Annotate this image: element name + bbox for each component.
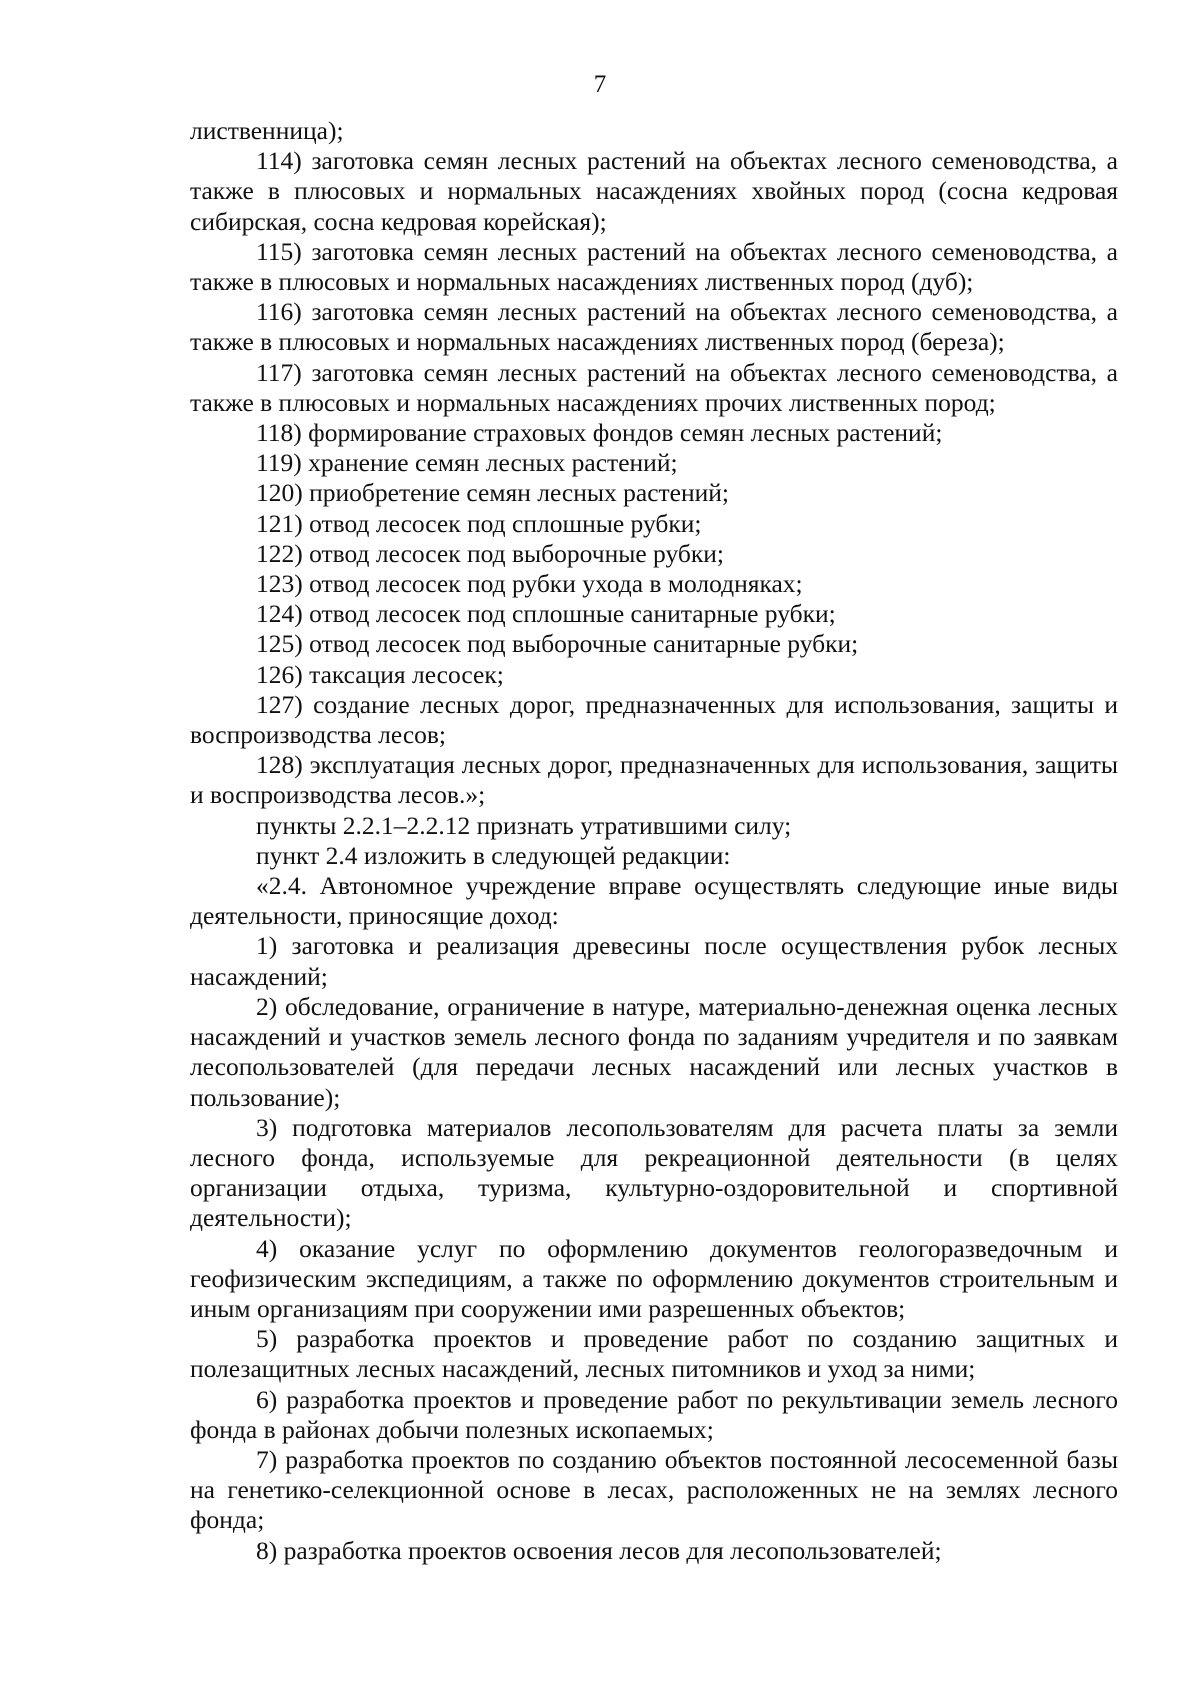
paragraph: «2.4. Автономное учреждение вправе осуществлять следующие иные виды деятельности, приносящие доход: [190, 871, 1118, 931]
paragraph: пункты 2.2.1–2.2.12 признать утратившими силу; [256, 810, 792, 840]
paragraph: лиственница); [190, 116, 344, 145]
paragraph: 7) разработка проектов по созданию объектов постоянной лесосеменной базы на генетико-селекционной основе в лесах, расположенных не на землях лесного фонда; [190, 1444, 1118, 1535]
paragraph: 2) обследование, ограничение в натуре, материально-денежная оценка лесных насаждений и участков земель лесного фонда по заданиям учредителя и по заявкам лесопользователей (для передачи лесных насаждений или лесных участков в пользование); [190, 991, 1118, 1112]
paragraph: 119) хранение семян лесных растений; [256, 448, 678, 478]
paragraph: 122) отвод лесосек под выборочные рубки; [256, 538, 724, 568]
paragraph: 1) заготовка и реализация древесины после осуществления рубок лесных насаждений; [190, 931, 1118, 991]
paragraph: 5) разработка проектов и проведение работ по созданию защитных и полезащитных лесных насаждений, лесных питомников и уход за ними; [190, 1324, 1118, 1384]
paragraph: 6) разработка проектов и проведение работ по рекультивации земель лесного фонда в районах добычи полезных ископаемых; [190, 1384, 1118, 1444]
paragraph: 126) таксация лесосек; [256, 659, 504, 689]
paragraph: 118) формирование страховых фондов семян лесных растений; [256, 418, 943, 448]
paragraph: 125) отвод лесосек под выборочные санитарные рубки; [256, 629, 859, 659]
paragraph: 4) оказание услуг по оформлению документов геологоразведочным и геофизическим экспедициям, а также по оформлению документов строительным и иным организациям при сооружении ими разрешенных объектов; [190, 1233, 1118, 1323]
paragraph: 114) заготовка семян лесных растений на объектах лесного семеноводства, а также в плюсовых и нормальных насаждениях хвойных пород (сосна кедровая сибирская, сосна кедровая корейская); [190, 146, 1118, 236]
paragraph: 117) заготовка семян лесных растений на объектах лесного семеноводства, а также в плюсовых и нормальных насаждениях прочих лиственных пород; [190, 357, 1118, 417]
paragraph: 116) заготовка семян лесных растений на объектах лесного семеноводства, а также в плюсовых и нормальных насаждениях лиственных пород (береза); [190, 297, 1118, 357]
paragraph: 127) создание лесных дорог, предназначенных для использования, защиты и воспроизводства лесов; [190, 689, 1118, 750]
paragraph: 8) разработка проектов освоения лесов для лесопользователей; [256, 1535, 942, 1565]
paragraph: 123) отвод лесосек под рубки ухода в молодняках; [256, 569, 803, 599]
paragraph: 120) приобретение семян лесных растений; [256, 478, 730, 508]
paragraph: 115) заготовка семян лесных растений на объектах лесного семеноводства, а также в плюсовых и нормальных насаждениях лиственных пород (дуб); [190, 236, 1118, 297]
paragraph: 124) отвод лесосек под сплошные санитарные рубки; [256, 599, 836, 629]
page-number: 7 [593, 71, 607, 98]
paragraph: 128) эксплуатация лесных дорог, предназначенных для использования, защиты и воспроизводства лесов.»; [190, 750, 1118, 810]
paragraph: 3) подготовка материалов лесопользователям для расчета платы за земли лесного фонда, используемые для рекреационной деятельности (в целях организации отдыха, туризма, культурно-оздоровительной и спортивной деятельности); [190, 1112, 1118, 1233]
document-body [190, 116, 1118, 1566]
paragraph: 121) отвод лесосек под сплошные рубки; [256, 508, 702, 538]
paragraph: пункт 2.4 изложить в следующей редакции: [256, 840, 731, 870]
